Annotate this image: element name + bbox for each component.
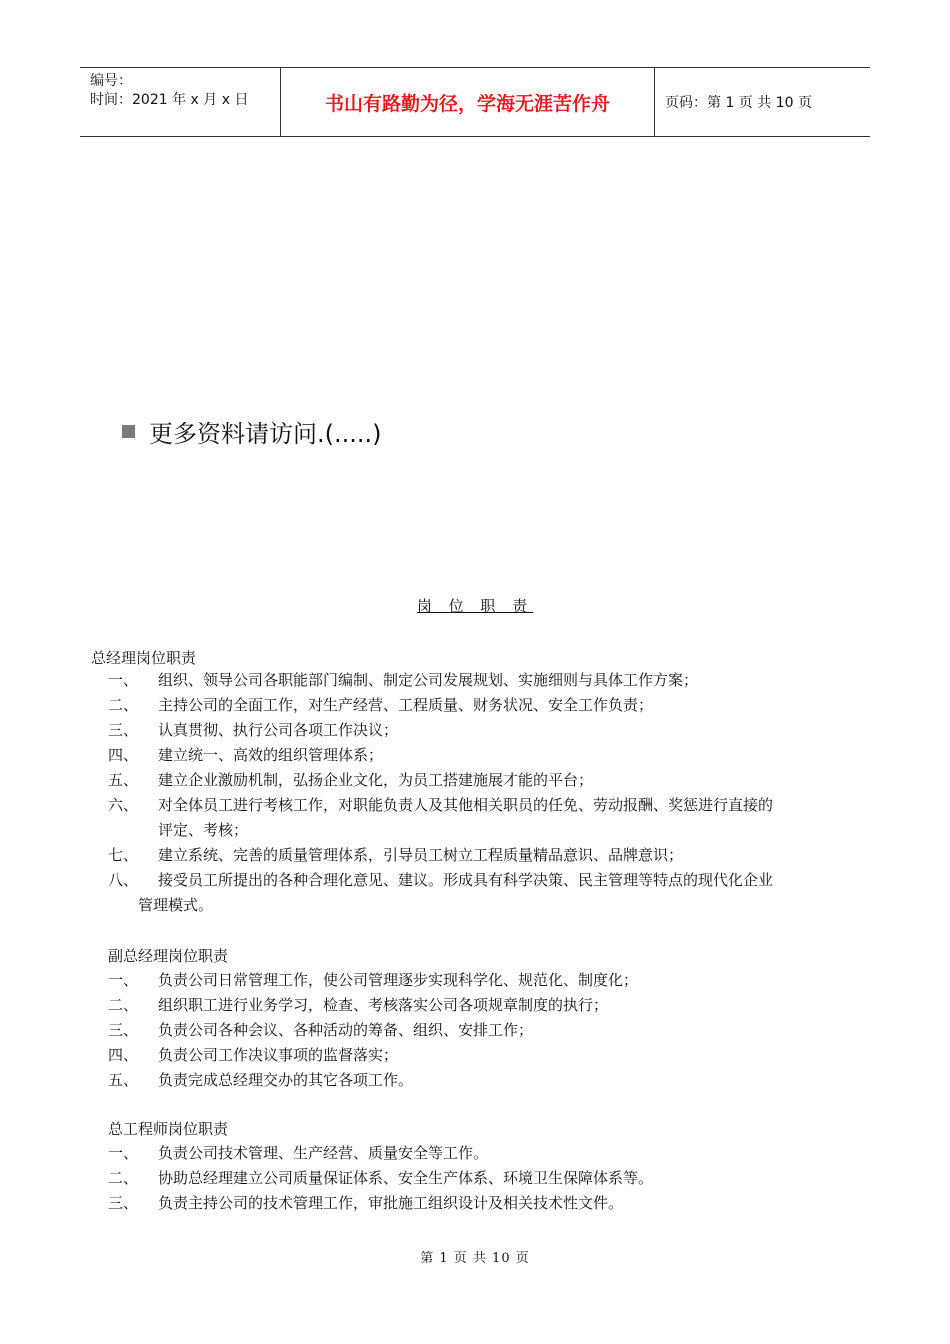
item-number: 二、 (108, 696, 139, 714)
item-text: 负责公司技术管理、生产经营、质量安全等工作。 (158, 1144, 489, 1162)
item-number: 三、 (108, 721, 139, 739)
item-text: 负责完成总经理交办的其它各项工作。 (158, 1071, 414, 1089)
page-footer: 第 1 页 共 10 页 (420, 1251, 530, 1266)
item-text: 认真贯彻、执行公司各项工作决议； (158, 721, 399, 739)
item-text: 负责公司各种会议、各种活动的筹备、组织、安排工作； (158, 1021, 534, 1039)
item-text: 组织职工进行业务学习，检查、考核落实公司各项规章制度的执行； (158, 996, 609, 1014)
item-text: 建立统一、高效的组织管理体系； (158, 746, 384, 764)
item-number: 四、 (108, 1046, 139, 1064)
document-title: 岗 位 职 责 (416, 597, 534, 615)
item-number: 一、 (108, 671, 139, 689)
item-number: 一、 (108, 971, 139, 989)
number-label: 编号： (90, 73, 132, 89)
square-bullet-icon (122, 425, 135, 438)
section-title: 副总经理岗位职责 (108, 947, 229, 965)
item-text-continuation: 管理模式。 (138, 896, 214, 914)
item-text-continuation: 评定、考核； (158, 821, 249, 839)
header-page-label: 页码：第 1 页 共 10 页 (665, 95, 812, 111)
item-text: 组织、领导公司各职能部门编制、制定公司发展规划、实施细则与具体工作方案； (158, 671, 699, 689)
more-info-line (122, 414, 382, 449)
item-text: 协助总经理建立公司质量保证体系、安全生产体系、环境卫生保障体系等。 (158, 1169, 654, 1187)
header-meta (80, 68, 281, 136)
item-number: 三、 (108, 1021, 139, 1039)
item-text: 负责公司日常管理工作，使公司管理逐步实现科学化、规范化、制度化； (158, 971, 639, 989)
header-motto: 书山有路勤为径，学海无涯苦作舟 (281, 68, 655, 136)
more-info-text: 更多资料请访问.(.....) (149, 420, 382, 448)
item-number: 三、 (108, 1194, 139, 1212)
item-number: 五、 (108, 1071, 139, 1089)
item-text: 建立企业激励机制，弘扬企业文化，为员工搭建施展才能的平台； (158, 771, 594, 789)
time-label: 时间：2021 年 x 月 x 日 (90, 92, 249, 108)
item-number: 八、 (108, 871, 139, 889)
item-number: 一、 (108, 1144, 139, 1162)
item-text: 接受员工所提出的各种合理化意见、建议。形成具有科学决策、民主管理等特点的现代化企业 (158, 871, 774, 889)
item-number: 二、 (108, 1169, 139, 1187)
section-title: 总工程师岗位职责 (108, 1120, 229, 1138)
item-number: 七、 (108, 846, 139, 864)
item-number: 六、 (108, 796, 139, 814)
item-text: 负责公司工作决议事项的监督落实； (158, 1046, 399, 1064)
item-number: 四、 (108, 746, 139, 764)
item-text: 建立系统、完善的质量管理体系，引导员工树立工程质量精品意识、品牌意识； (158, 846, 684, 864)
page-header (80, 67, 870, 137)
item-text: 负责主持公司的技术管理工作，审批施工组织设计及相关技术性文件。 (158, 1194, 624, 1212)
item-number: 二、 (108, 996, 139, 1014)
item-number: 五、 (108, 771, 139, 789)
item-text: 对全体员工进行考核工作，对职能负责人及其他相关职员的任免、劳动报酬、奖惩进行直接的 (158, 796, 774, 814)
section-title: 总经理岗位职责 (91, 649, 197, 667)
item-text: 主持公司的全面工作，对生产经营、工程质量、财务状况、安全工作负责； (158, 696, 654, 714)
